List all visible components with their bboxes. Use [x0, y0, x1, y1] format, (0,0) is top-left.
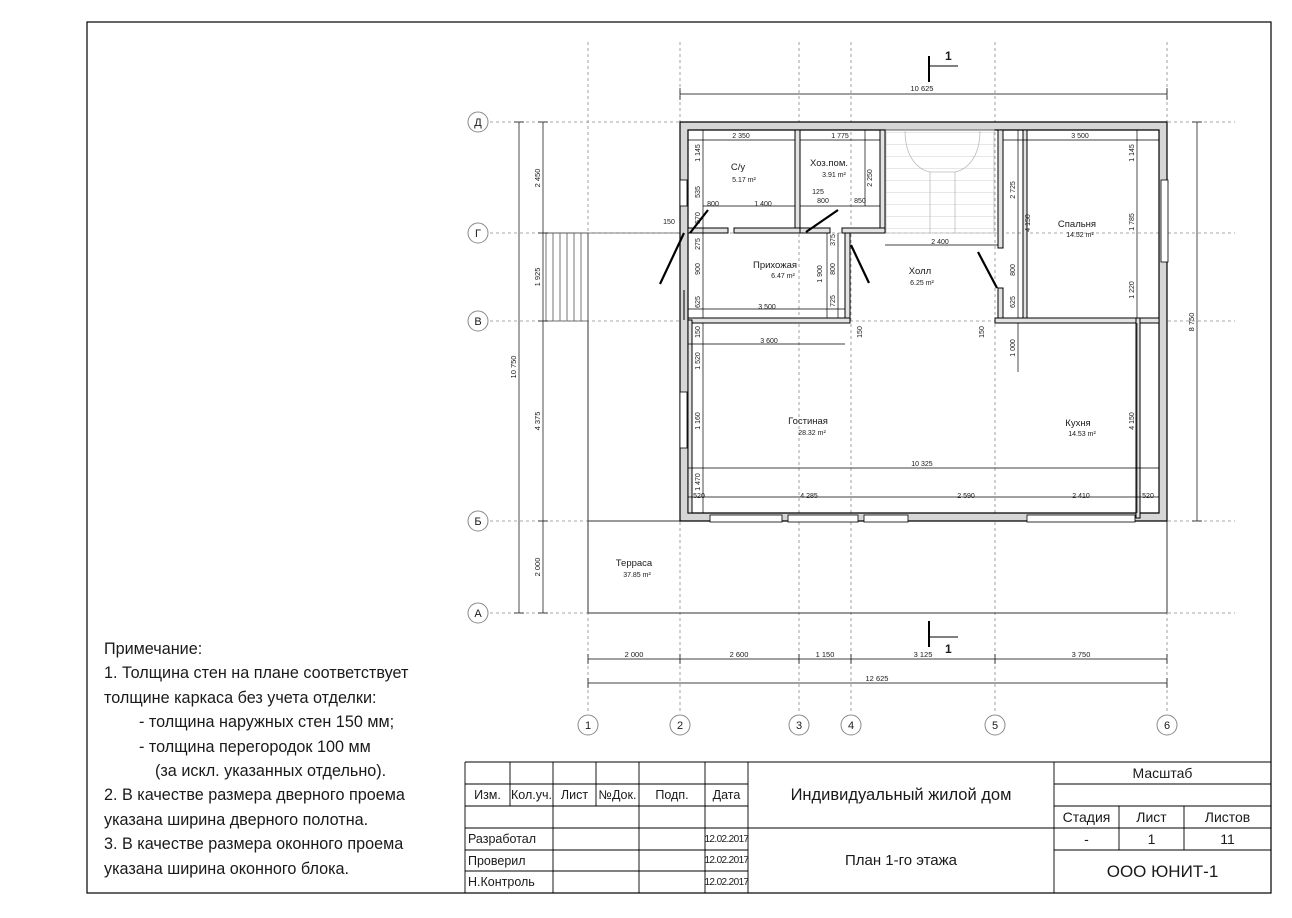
tb-role: Проверил: [468, 853, 526, 868]
dim-bottom-overall: 12 625: [865, 674, 889, 683]
axis-label-col: 4: [847, 720, 855, 732]
dim-interior: 800: [1010, 264, 1017, 276]
dim-interior: 3 600: [760, 338, 778, 345]
note-line: 1. Толщина стен на плане соответствует: [104, 664, 409, 683]
tb-project-title: Индивидуальный жилой дом: [790, 785, 1012, 804]
dim-left-overall: 10 750: [509, 355, 518, 379]
dim-interior: 3 500: [758, 304, 776, 311]
axis-label-row: Д: [474, 117, 482, 129]
dim-interior: 535: [695, 186, 702, 198]
axis-label-col: 3: [795, 720, 803, 732]
tb-scale-label: Масштаб: [1132, 765, 1193, 781]
note-line: - толщина перегородок 100 мм: [139, 737, 371, 756]
tb-sheet-title: План 1-го этажа: [844, 852, 958, 869]
note-line: толщине каркаса без учета отделки:: [104, 688, 377, 707]
tb-sheets-value: 11: [1220, 831, 1235, 847]
room-area: 3.91 m²: [822, 172, 846, 179]
dim-interior: 800: [707, 201, 719, 208]
note-line: (за искл. указанных отдельно).: [155, 762, 387, 781]
axis-label-row: В: [474, 316, 482, 328]
dim-top-overall: 10 625: [910, 84, 934, 93]
tb-date: 12.02.2017: [704, 876, 749, 888]
axis-label-col: 2: [676, 720, 684, 732]
room-name: Гостиная: [788, 416, 828, 427]
tb-company: ООО ЮНИТ-1: [1106, 861, 1219, 881]
dim-interior: 2 350: [732, 133, 750, 140]
dim-interior: 850: [854, 198, 866, 205]
room-area: 14.53 m²: [1068, 431, 1096, 438]
section-mark-label: 1: [945, 642, 952, 656]
dim-interior: 375: [830, 234, 837, 246]
note-line: указана ширина оконного блока.: [104, 859, 350, 878]
tb-sheet-value: 1: [1147, 831, 1156, 847]
dim-interior: 1 220: [1129, 281, 1136, 299]
tb-role: Разработал: [468, 832, 537, 846]
axis-label-col: 5: [991, 720, 999, 732]
room-name: Кухня: [1065, 418, 1091, 429]
room-name: Прихожая: [752, 260, 798, 271]
room-area: 14.52 m²: [1066, 232, 1094, 239]
dim-right-overall: 8 750: [1187, 312, 1196, 332]
dim-interior: 4 150: [1129, 412, 1136, 430]
dim-interior: 150: [979, 326, 986, 338]
tb-date: 12.02.2017: [704, 833, 749, 845]
staircase: [886, 130, 994, 233]
dim-interior: 2 410: [1072, 493, 1090, 500]
dim-interior: 1 145: [1129, 144, 1136, 162]
dim-left-seg: 4 375: [533, 411, 542, 431]
dim-interior: 4 150: [1025, 214, 1032, 232]
room-name: Холл: [908, 266, 932, 277]
dim-interior: 125: [812, 189, 824, 196]
room-area: 6.25 m²: [910, 280, 934, 287]
section-mark-label: 1: [945, 49, 952, 63]
dim-bottom-seg: 3 750: [1071, 650, 1091, 659]
tb-role: Н.Контроль: [468, 875, 535, 889]
dimension-lines: [514, 88, 1202, 688]
dim-interior: 2 250: [867, 169, 874, 187]
dim-interior: 1 400: [754, 201, 772, 208]
dim-interior: 520: [693, 493, 705, 500]
dim-interior: 1 900: [817, 265, 824, 283]
tb-date: 12.02.2017: [704, 855, 749, 866]
tb-header-izm: Изм.: [474, 788, 501, 802]
dim-interior: 10 325: [911, 461, 933, 468]
tb-header-koluch: Кол.уч.: [511, 788, 552, 802]
tb-stage-value: -: [1084, 831, 1089, 847]
dim-left-seg: 1 925: [533, 267, 542, 287]
room-name: Терраса: [615, 558, 653, 569]
axis-label-col: 6: [1163, 720, 1171, 732]
dim-interior: 800: [817, 198, 829, 205]
dim-interior: 1 000: [1010, 339, 1017, 357]
dim-bottom-seg: 1 150: [815, 650, 835, 659]
dim-interior: 150: [695, 326, 702, 338]
dim-interior: 1 520: [695, 352, 702, 370]
room-area: 37.85 m²: [623, 572, 651, 579]
note-line: - толщина наружных стен 150 мм;: [139, 713, 395, 732]
note-line: 3. В качестве размера оконного проема: [104, 835, 404, 854]
room-area: 28.32 m²: [798, 430, 826, 437]
axis-label-row: А: [474, 608, 482, 620]
dim-interior: 2 725: [1010, 181, 1017, 199]
section-mark-bottom: [929, 621, 958, 647]
tb-header-doc: №Док.: [598, 788, 637, 802]
tb-header-date: Дата: [712, 788, 741, 802]
room-name: Спальня: [1057, 219, 1097, 230]
dim-interior: 150: [857, 326, 864, 338]
dim-interior: 800: [830, 263, 837, 275]
dim-interior: 625: [695, 296, 702, 308]
note-line: указана ширина дверного полотна.: [104, 810, 369, 829]
tb-sheets-label: Листов: [1204, 809, 1251, 825]
section-mark-top: [929, 56, 958, 82]
dim-interior: 1 775: [831, 133, 849, 140]
dimension-labels: [509, 84, 1196, 683]
dim-left-seg: 2 450: [533, 168, 542, 188]
room-area: 5.17 m²: [732, 177, 756, 184]
axis-label-row: Б: [474, 516, 482, 528]
dim-bottom-seg: 2 000: [624, 650, 644, 659]
dim-bottom-seg: 3 125: [913, 650, 933, 659]
room-name: Хоз.пом.: [810, 158, 848, 169]
entry-steps: [546, 233, 680, 321]
dim-interior: 900: [695, 263, 702, 275]
dim-interior: 2 590: [957, 493, 975, 500]
axis-label-row: Г: [475, 228, 481, 240]
tb-sheet-label: Лист: [1136, 809, 1167, 825]
tb-header-list: Лист: [560, 788, 589, 802]
dim-left-seg: 2 000: [533, 557, 542, 577]
dim-interior: 1 470: [695, 473, 702, 491]
dim-interior: 1 785: [1129, 213, 1136, 231]
note-line: 2. В качестве размера дверного проема: [104, 786, 405, 805]
dim-interior: 275: [695, 238, 702, 250]
notes: [104, 637, 454, 881]
notes-heading: Примечание:: [104, 640, 203, 658]
dim-interior: 2 400: [931, 239, 949, 246]
terrace-outline: [588, 521, 1167, 613]
dim-interior: 520: [1142, 493, 1154, 500]
room-name: С/у: [730, 162, 746, 173]
room-area: 6.47 m²: [771, 273, 795, 280]
dim-interior: 3 500: [1071, 133, 1089, 140]
dim-interior: 725: [830, 295, 837, 307]
tb-stage-label: Стадия: [1062, 809, 1111, 825]
axis-grid: [490, 42, 1235, 712]
dim-interior: 625: [1010, 296, 1017, 308]
dim-interior: 150: [663, 219, 675, 226]
dim-interior: 1 160: [695, 412, 702, 430]
dim-interior: 570: [695, 212, 702, 224]
dim-interior: 1 145: [695, 144, 702, 162]
dim-interior: 4 285: [800, 493, 818, 500]
dim-bottom-seg: 2 600: [729, 650, 749, 659]
tb-header-podp: Подп.: [655, 788, 689, 802]
axis-label-col: 1: [584, 720, 592, 732]
